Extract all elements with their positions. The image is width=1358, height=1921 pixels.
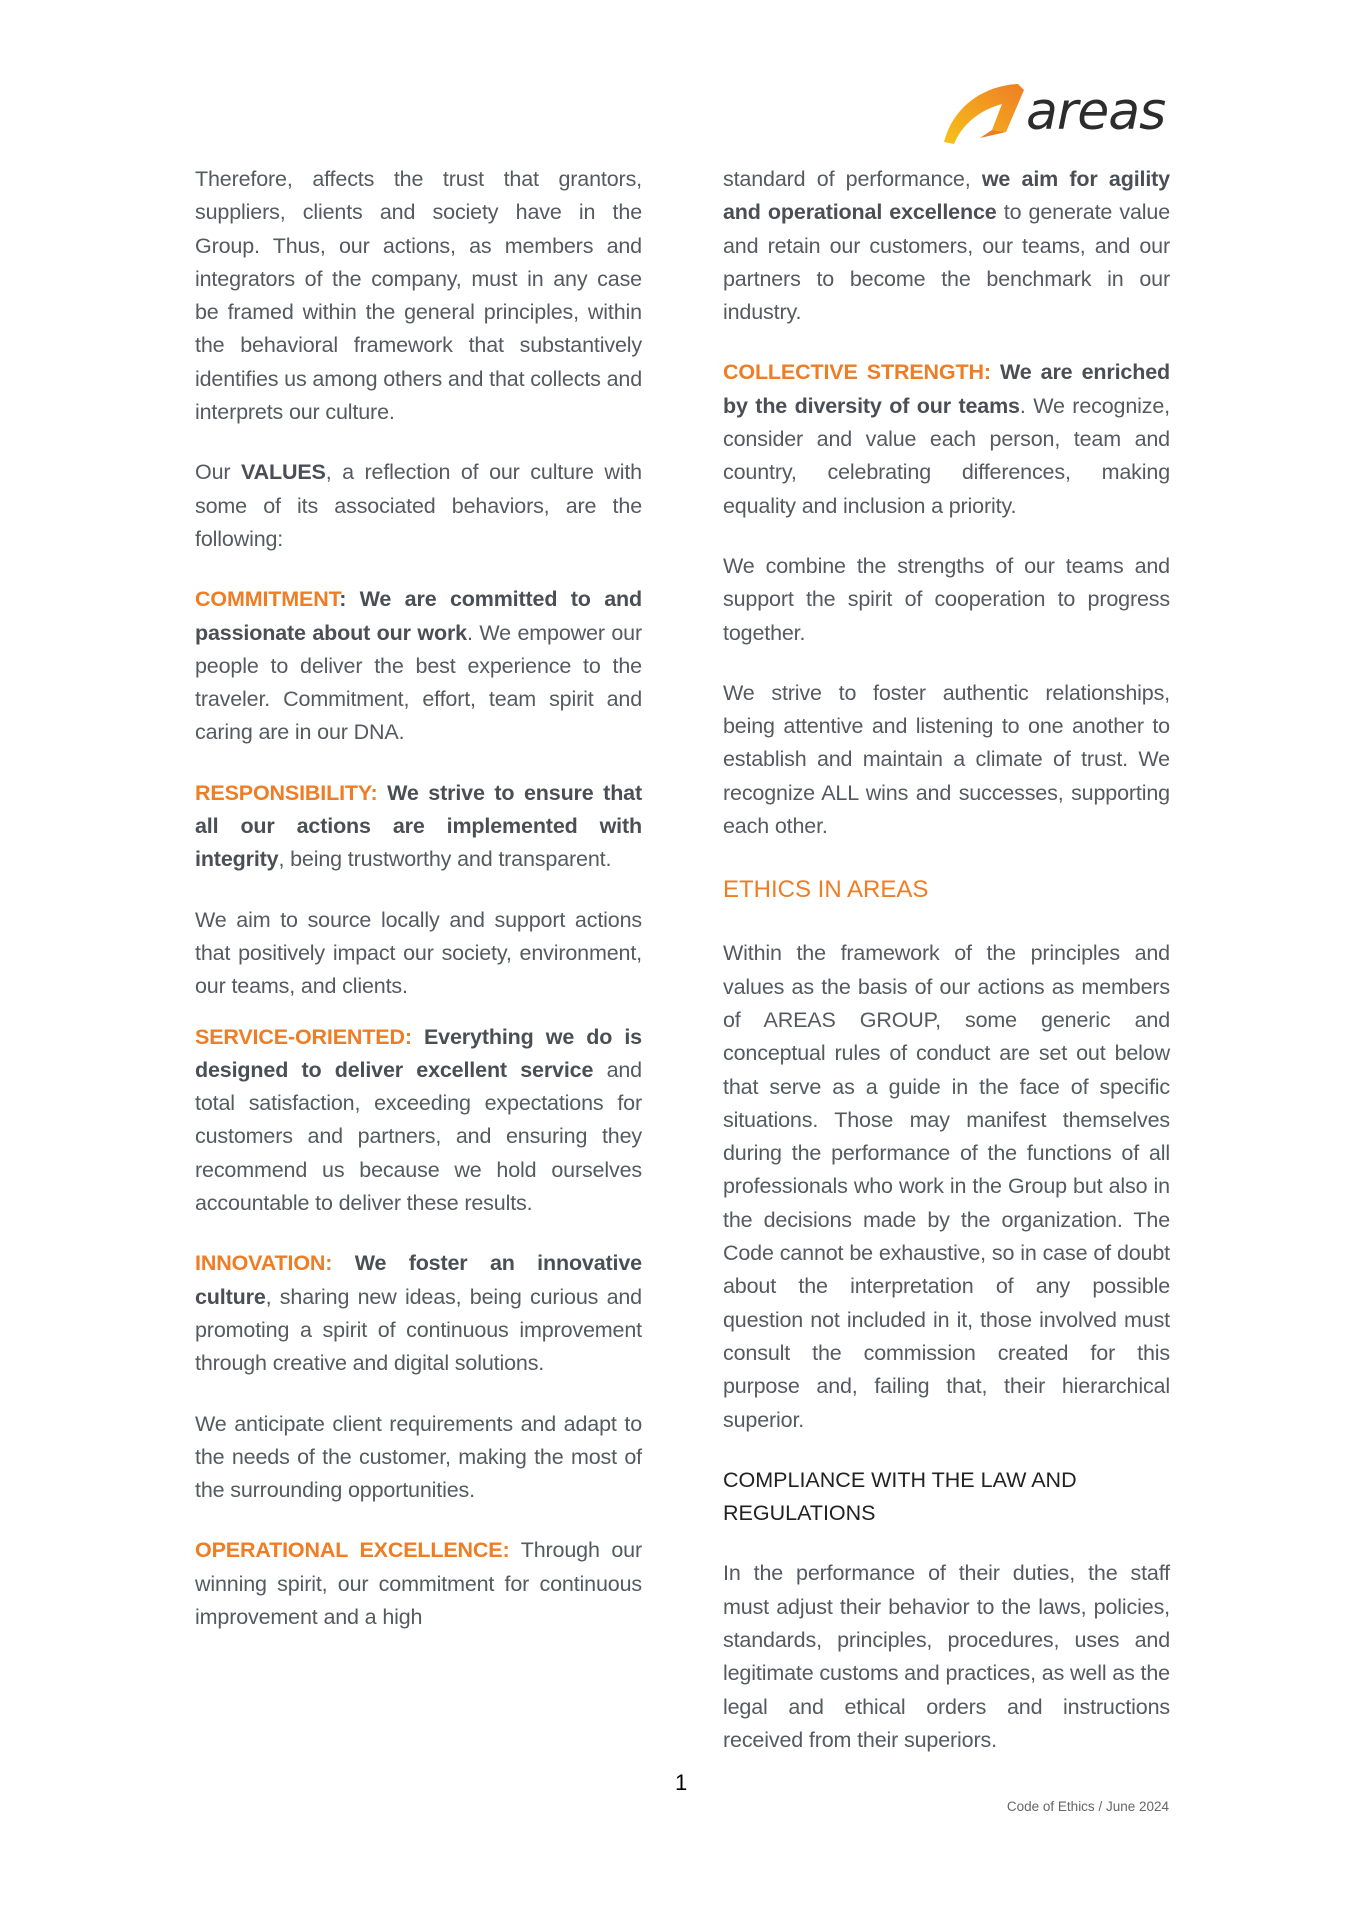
footer-text: Code of Ethics / June 2024: [1006, 1799, 1169, 1814]
ethics-heading: ETHICS IN AREAS: [723, 876, 929, 904]
right-column: [723, 163, 1170, 1784]
compliance-paragraph: In the performance of their duties, the staff must adjust their behavior to the laws, policies, standards, principles, procedures, uses and legitimate customs and practices, as well as the legal and ethical orders and instructions received from their superiors.: [723, 1561, 1170, 1752]
areas-logo: [940, 78, 1175, 148]
strive-paragraph: We strive to foster authentic relationships, being attentive and listening to one another to establish and maintain a climate of trust. We recognize ALL wins and successes, supporting each other.: [723, 680, 1170, 839]
left-column: [195, 163, 642, 1661]
combine-paragraph: We combine the strengths of our teams and support the spirit of cooperation to progress together.: [723, 553, 1170, 645]
opex-paragraph: OPERATIONAL EXCELLENCE: Through our winning spirit, our commitment for continuous improvement and a high: [195, 1538, 642, 1629]
opex-continued-paragraph: standard of performance, we aim for agility and operational excellence to generate value and retain our customers, our teams, and our partners to become the benchmark in our industry.: [723, 167, 1170, 325]
source-locally-paragraph: We aim to source locally and support actions that positively impact our society, environment, our teams, and clients.: [195, 907, 642, 999]
ethics-paragraph: Within the framework of the principles and values as the basis of our actions as members of AREAS GROUP, some generic and conceptual rules of conduct are set out below that serve as a guide in the face of specific situations. Those may manifest themselves during the performance of the functions of all professionals who work in the Group but also in the decisions made by the organization. The Code cannot be exhaustive, so in case of doubt about the interpretation of any possible question not included in it, those involved must consult the commission created for this purpose and, failing that, their hierarchical superior.: [723, 941, 1170, 1432]
areas-logo-mark-icon: [940, 80, 1030, 146]
commitment-paragraph: COMMITMENT: We are committed to and passionate about our work. We empower our people to deliver the best experience to the traveler. Commitment, effort, team spirit and caring are in our DNA.: [195, 587, 642, 745]
values-paragraph: Our VALUES, a reflection of our culture with some of its associated behaviors, are the following:: [195, 460, 642, 551]
service-paragraph: SERVICE-ORIENTED: Everything we do is designed to deliver excellent service and total satisfaction, exceeding expectations for customers and partners, and ensuring they recommend us because we hold ourselves accountable to deliver these results.: [195, 1024, 642, 1216]
responsibility-paragraph: RESPONSIBILITY: We strive to ensure that all our actions are implemented with integrity, being trustworthy and transparent.: [195, 780, 642, 872]
logo-text: areas: [1026, 82, 1166, 142]
intro-paragraph: Therefore, affects the trust that grantors, suppliers, clients and society have in the Group. Thus, our actions, as members and integrators of the company, must in any case be framed within the general principles, within the behavioral framework that substantively identifies us among others and that collects and interprets our culture.: [195, 167, 642, 425]
page-number: 1: [675, 1770, 688, 1795]
innovation-paragraph: INNOVATION: We foster an innovative culture, sharing new ideas, being curious and promoting a spirit of continuous improvement through creative and digital solutions.: [195, 1251, 642, 1376]
anticipate-paragraph: We anticipate client requirements and adapt to the needs of the customer, making the most of the surrounding opportunities.: [195, 1411, 642, 1503]
collective-paragraph: COLLECTIVE STRENGTH: We are enriched by the diversity of our teams. We recognize, consider and value each person, team and country, celebrating differences, making equality and inclusion a priority.: [723, 360, 1171, 518]
compliance-heading: COMPLIANCE WITH THE LAW AND REGULATIONS: [723, 1467, 1077, 1526]
